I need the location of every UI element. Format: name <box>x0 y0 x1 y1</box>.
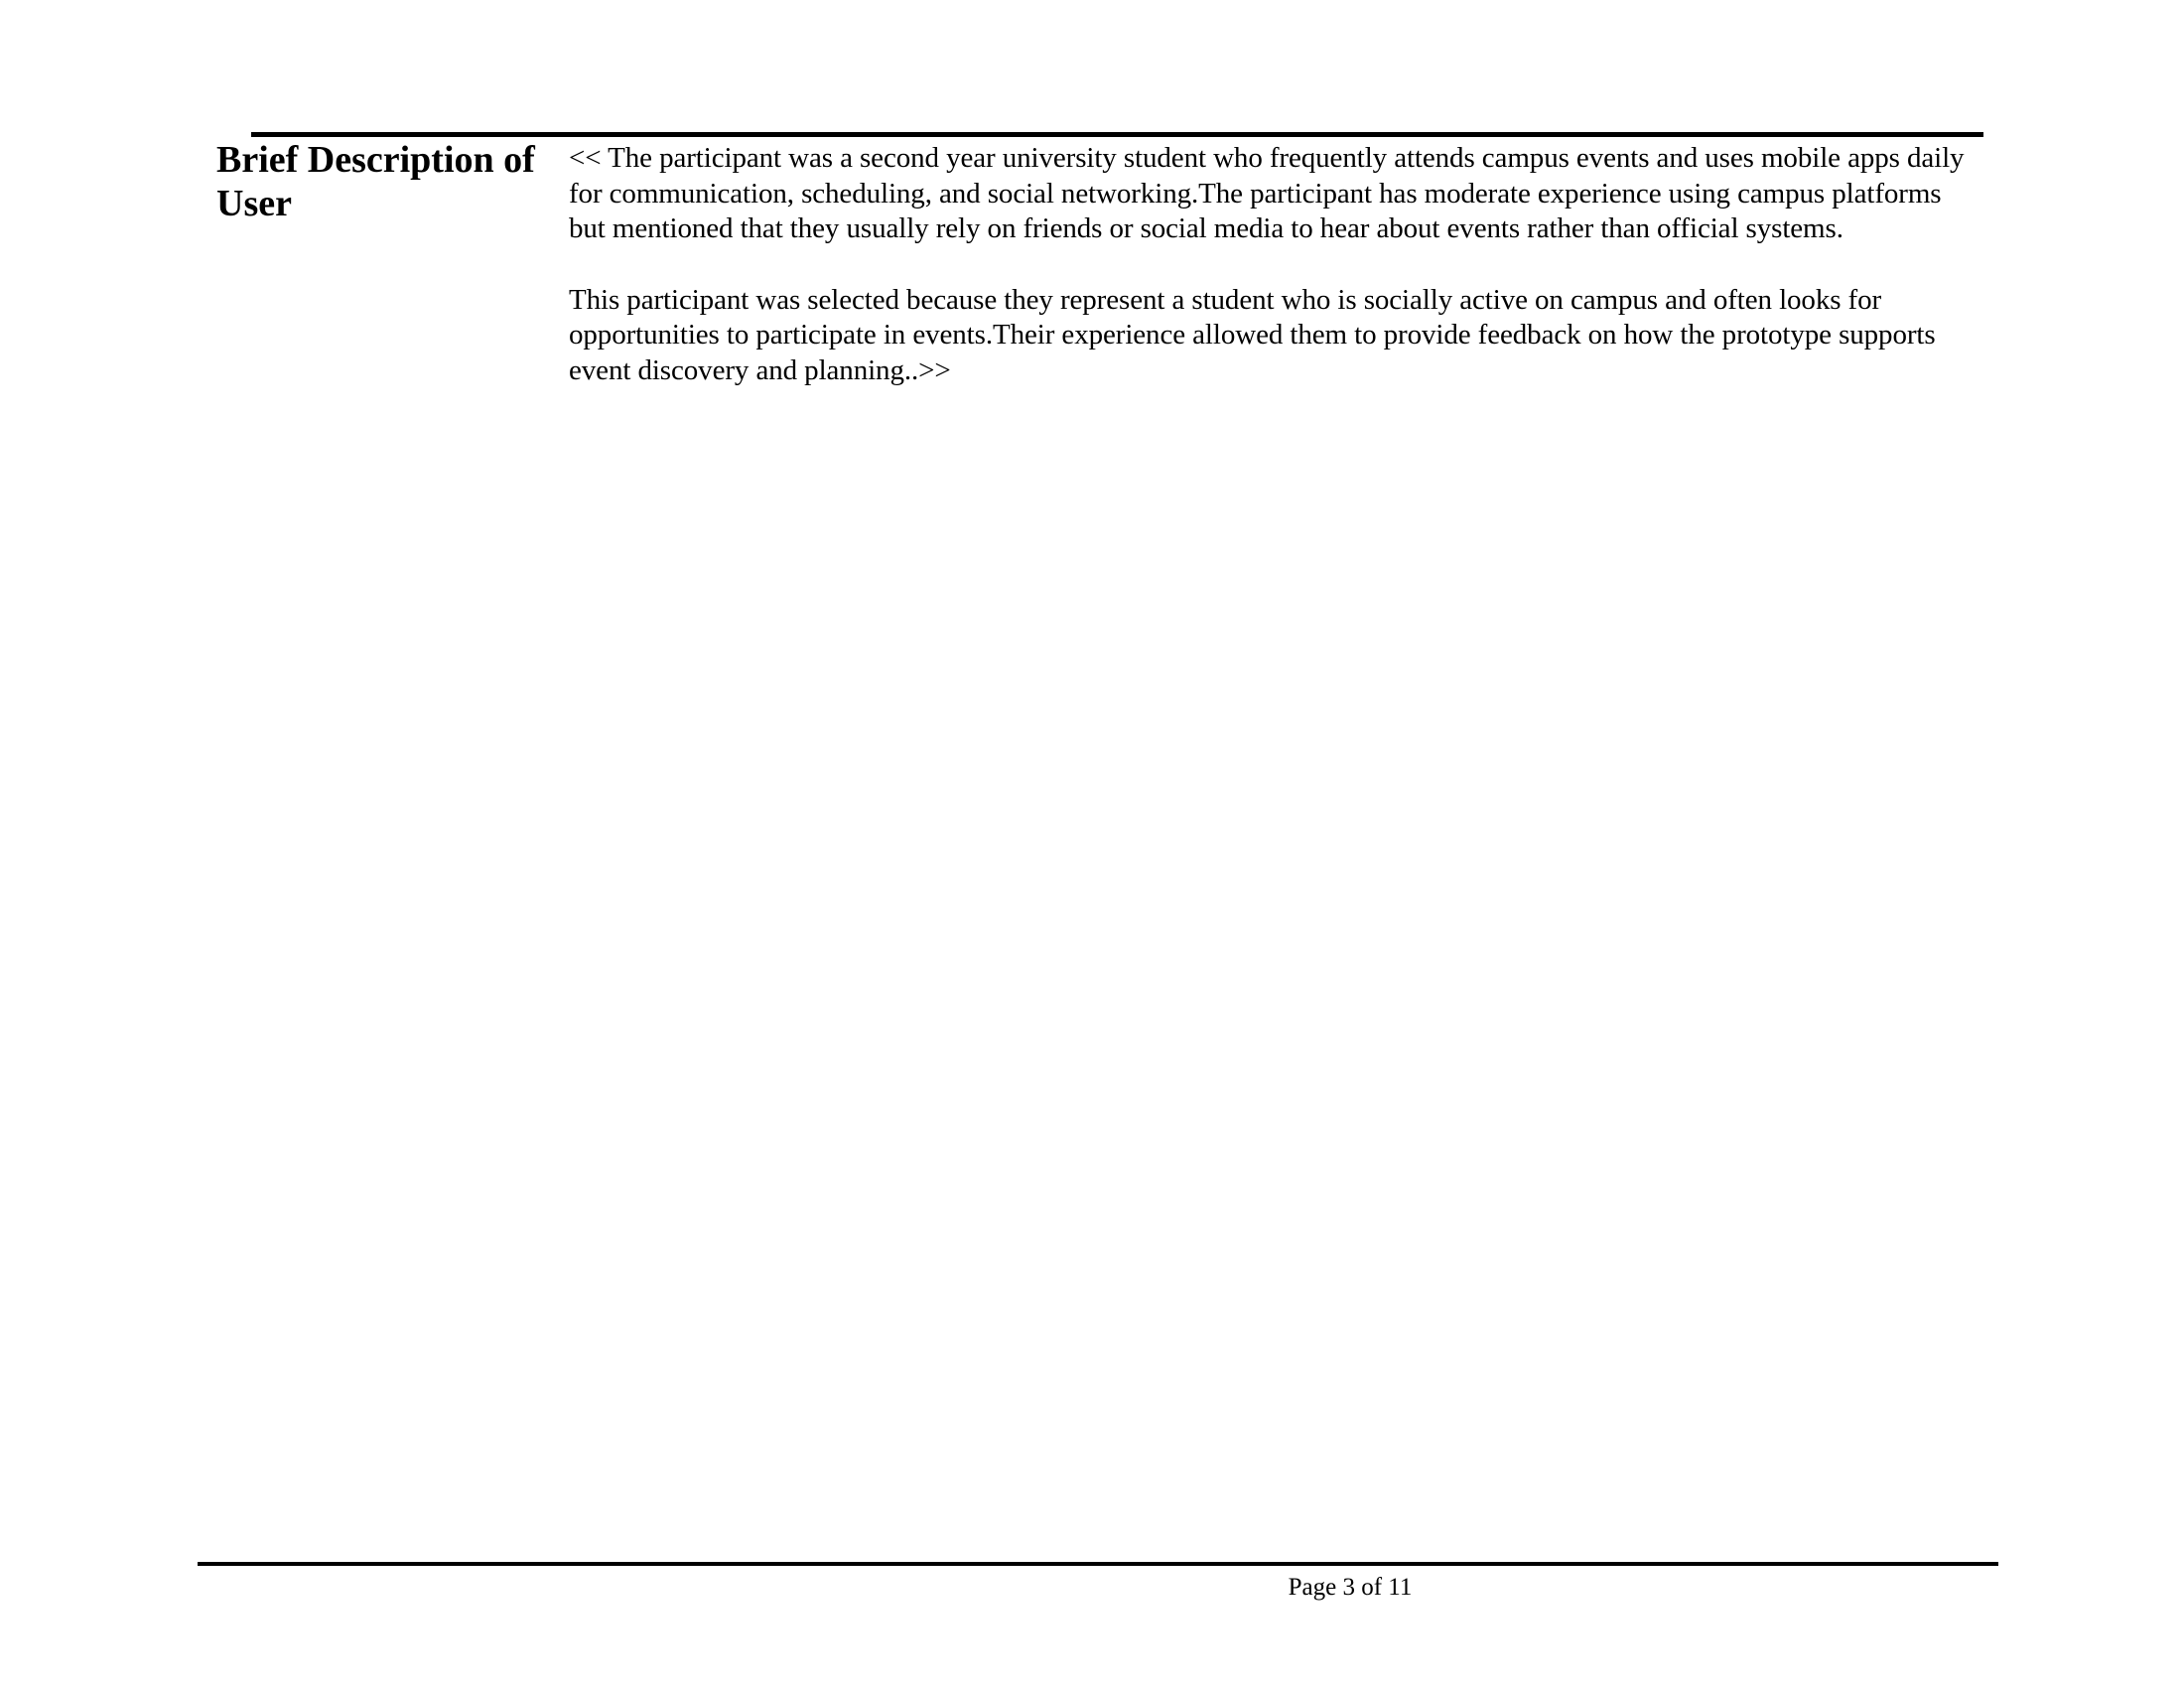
section-heading: Brief Description of User <box>216 139 535 224</box>
paragraph-selection-rationale: This participant was selected because they represent a student who is socially active on campus and often looks for opportunities to participate in events.Their experience allowed them to provide feedback on how the prototype supports event discovery and planning..>> <box>569 283 1936 386</box>
footer-divider <box>198 1562 1998 1566</box>
top-divider <box>251 132 1983 137</box>
section-body <box>569 141 1979 424</box>
paragraph-participant-background: << The participant was a second year university student who frequently attends campus events and uses mobile apps daily for communication, scheduling, and social networking.The participant has moderate experience using campus platforms but mentioned that they usually rely on friends or social media to hear about events rather than official systems. <box>569 142 1965 244</box>
page-number: Page 3 of 11 <box>1288 1574 1413 1601</box>
